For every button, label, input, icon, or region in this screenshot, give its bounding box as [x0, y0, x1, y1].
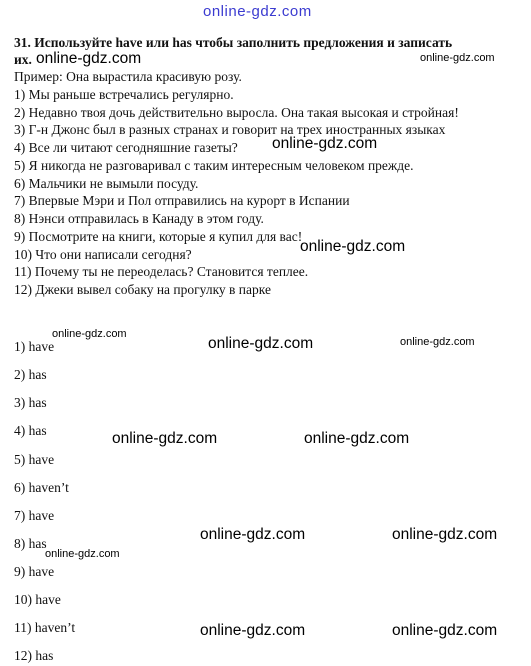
example-sentence: Пример: Она вырастила красивую розу.	[14, 69, 242, 84]
watermark: online-gdz.com	[36, 50, 142, 67]
exercise-title: 31. Используйте have или has чтобы заполнить предложения и записать	[14, 35, 453, 50]
sentence-3: 3) Г-н Джонс был в разных странах и говорит на трех иностранных языках	[14, 122, 446, 137]
watermark: online-gdz.com	[420, 52, 495, 64]
watermark: online-gdz.com	[208, 335, 314, 352]
watermark: online-gdz.com	[392, 526, 498, 543]
sentence-10: 10) Что они написали сегодня?	[14, 247, 192, 262]
answer-6: 6) haven’t	[14, 480, 69, 495]
answer-4: 4) has	[14, 423, 47, 438]
answer-5: 5) have	[14, 452, 55, 467]
sentence-9: 9) Посмотрите на книги, которые я купил для вас!	[14, 229, 303, 244]
watermark: online-gdz.com	[200, 622, 306, 639]
watermark: online-gdz.com	[200, 526, 306, 543]
watermark: online-gdz.com	[52, 328, 127, 340]
sentence-8: 8) Нэнси отправилась в Канаду в этом году.	[14, 211, 264, 226]
sentence-7: 7) Впервые Мэри и Пол отправились на курорт в Испании	[14, 193, 350, 208]
watermark: online-gdz.com	[304, 430, 410, 447]
answer-3: 3) has	[14, 395, 47, 410]
exercise-title-cont: их.	[14, 52, 32, 67]
sentence-6: 6) Мальчики не вымыли посуду.	[14, 176, 199, 191]
watermark-top: online-gdz.com	[203, 3, 312, 20]
watermark: online-gdz.com	[392, 622, 498, 639]
answer-9: 9) have	[14, 564, 55, 579]
sentence-1: 1) Мы раньше встречались регулярно.	[14, 87, 234, 102]
watermark: online-gdz.com	[300, 238, 406, 255]
sentence-12: 12) Джеки вывел собаку на прогулку в парке	[14, 282, 271, 297]
answer-1: 1) have	[14, 339, 55, 354]
answer-10: 10) have	[14, 592, 61, 607]
answer-12: 12) has	[14, 648, 54, 663]
watermark: online-gdz.com	[45, 548, 120, 560]
watermark: online-gdz.com	[272, 135, 378, 152]
sentence-2: 2) Недавно твоя дочь действительно выросла. Она такая высокая и стройная!	[14, 105, 459, 120]
sentence-4: 4) Все ли читают сегодняшние газеты?	[14, 140, 238, 155]
watermark: online-gdz.com	[112, 430, 218, 447]
answer-11: 11) haven’t	[14, 620, 76, 635]
answer-7: 7) have	[14, 508, 55, 523]
watermark: online-gdz.com	[400, 336, 475, 348]
answer-2: 2) has	[14, 367, 47, 382]
answer-8: 8) has	[14, 536, 47, 551]
sentence-11: 11) Почему ты не переоделась? Становится теплее.	[14, 264, 309, 279]
sentence-5: 5) Я никогда не разговаривал с таким интересным человеком прежде.	[14, 158, 414, 173]
